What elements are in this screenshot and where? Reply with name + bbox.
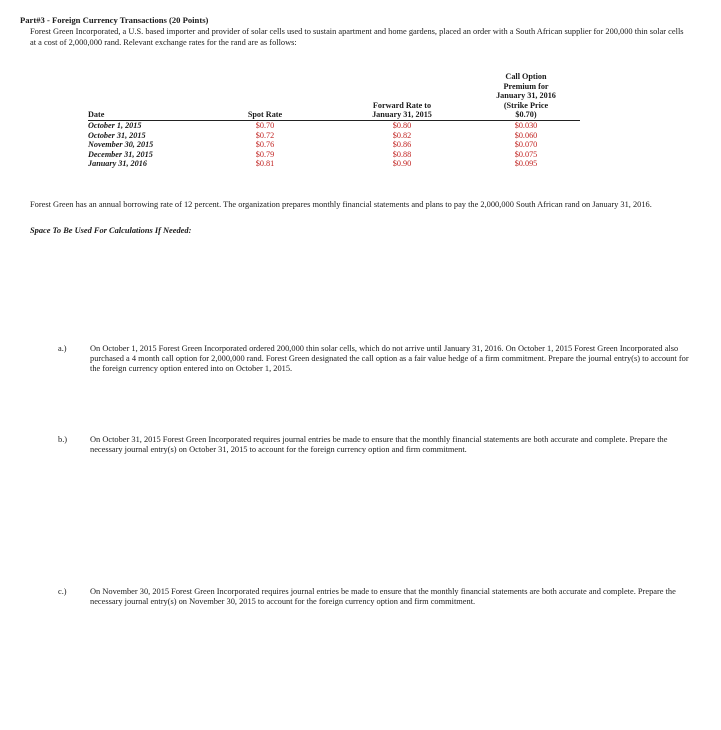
row-spot-rate: $0.79 [255, 149, 275, 159]
row-spot-rate: $0.72 [255, 130, 275, 140]
row-spot-rate: $0.76 [255, 140, 275, 150]
row-forward-rate: $0.80 [392, 120, 412, 130]
row-date: October 31, 2015 [88, 130, 146, 140]
question-b-label: b.) [58, 435, 68, 444]
row-call-premium: $0.030 [514, 120, 538, 130]
row-forward-rate: $0.86 [392, 140, 412, 150]
row-date: October 1, 2015 [88, 120, 142, 130]
borrowing-paragraph: Forest Green has an annual borrowing rate of 12 percent. The organization prepares monthly financial statements and plans to pay the 2,000,000 South African rand on January 31, 2016. [30, 200, 652, 209]
header-forward-rate: Forward Rate to January 31, 2015 [332, 72, 472, 120]
row-forward-rate: $0.90 [392, 159, 412, 169]
question-b-text: On October 31, 2015 Forest Green Incorporated requires journal entries be made to ensure that the monthly financial statements are both accurate and complete. Prepare the necessary journal entry(s) on October 31, 2015 to account for the foreign currency option and firm commitment. [90, 435, 668, 455]
header-call-option: Call Option Premium for January 31, 2016 (Strike Price $0.70) [472, 72, 580, 120]
question-a-text: On October 1, 2015 Forest Green Incorporated ordered 200,000 thin solar cells, which do not arrive until January 31, 2016. On October 1, 2015 Forest Green Incorporated also purchased a 4 month call option for 2,000,000 rand. Forest Green designated the call option as a fair value hedge of a firm commitment. Prepare the journal entry(s) to account for the foreign currency option entered into on October 1, 2015. [90, 344, 689, 374]
row-call-premium: $0.070 [514, 140, 538, 150]
table-row [88, 140, 580, 150]
header-spot-rate: Spot Rate [198, 72, 332, 120]
question-c-label: c.) [58, 587, 67, 596]
table-row [88, 131, 580, 141]
row-spot-rate: $0.81 [255, 159, 275, 169]
table-header-row [88, 72, 580, 120]
calculation-space-label: Space To Be Used For Calculations If Needed: [30, 226, 192, 235]
row-spot-rate: $0.70 [255, 120, 275, 130]
header-date: Date [88, 72, 198, 120]
table-row [88, 120, 580, 130]
table-row [88, 150, 580, 160]
row-forward-rate: $0.82 [392, 130, 412, 140]
question-c-text: On November 30, 2015 Forest Green Incorporated requires journal entries be made to ensure that the monthly financial statements are both accurate and complete. Prepare the necessary journal entry(s) on November 30, 2015 to account for the foreign currency option and firm commitment. [90, 587, 676, 607]
row-date: December 31, 2015 [88, 149, 153, 159]
table-row [88, 159, 580, 169]
question-a-label: a.) [58, 344, 67, 353]
row-call-premium: $0.095 [514, 159, 538, 169]
row-date: January 31, 2016 [88, 159, 147, 169]
row-call-premium: $0.060 [514, 130, 538, 140]
row-forward-rate: $0.88 [392, 149, 412, 159]
exchange-rate-table [88, 72, 580, 169]
page-title: Part#3 - Foreign Currency Transactions (20 Points) [20, 15, 209, 25]
row-call-premium: $0.075 [514, 149, 538, 159]
row-date: November 30, 2015 [88, 140, 154, 150]
intro-paragraph: Forest Green Incorporated, a U.S. based importer and provider of solar cells used to sustain apartment and home gardens, placed an order with a South African supplier for 200,000 thin solar cells at a cost of 2,000,000 rand. Relevant exchange rates for the rand are as follows: [30, 27, 684, 47]
